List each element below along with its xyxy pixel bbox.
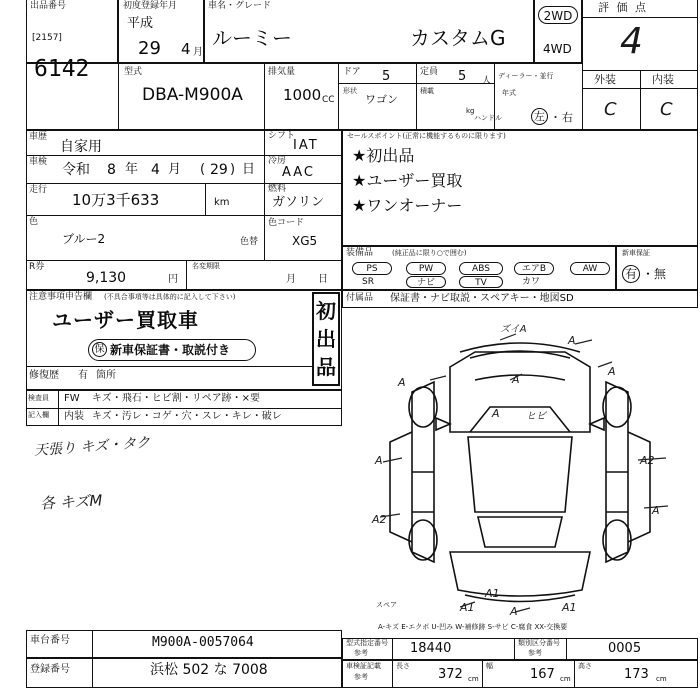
equip-aw: AW bbox=[570, 262, 610, 275]
drive-4wd: 4WD bbox=[543, 42, 572, 56]
rating-divider-4 bbox=[582, 88, 698, 89]
length-label: 長さ bbox=[396, 662, 410, 670]
notes-label: 注意事項申告欄 bbox=[29, 292, 93, 302]
interior-label: 内装 bbox=[652, 73, 674, 86]
insp-day-unit: 日 bbox=[242, 162, 256, 177]
equip-navi: ナビ bbox=[406, 276, 446, 288]
shift-label: シフト bbox=[268, 131, 296, 141]
shape-label: 形状 bbox=[343, 87, 357, 95]
spec-div-2 bbox=[264, 63, 265, 130]
height-label: 高さ bbox=[578, 662, 592, 670]
repair-label: 修復歴 bbox=[29, 370, 59, 381]
insp-month-unit: 月 bbox=[168, 162, 182, 177]
footer-div-2 bbox=[514, 638, 515, 660]
handle-left-option: 左 bbox=[531, 108, 548, 125]
handle-sep: ・ bbox=[550, 111, 561, 124]
load-label: 積載 bbox=[420, 87, 434, 95]
chassis-number: M900A-0057064 bbox=[152, 635, 254, 650]
equipment-note: (純正品に限り○で囲む) bbox=[392, 249, 467, 257]
type-no-label: 型式指定番号 bbox=[346, 639, 388, 647]
color-code: XG5 bbox=[292, 234, 318, 248]
usage-label: 車歴 bbox=[29, 132, 48, 142]
mileage-label: 走行 bbox=[29, 185, 48, 195]
shift-value: IAT bbox=[293, 138, 319, 153]
selling-points-title: セールスポイント(正常に機能するものに限ります) bbox=[347, 132, 506, 140]
ext-label: FW bbox=[64, 393, 80, 404]
handle-label: ハンドル bbox=[474, 114, 502, 122]
model-code: DBA-M900A bbox=[142, 85, 243, 105]
insp-day: 29 bbox=[210, 162, 228, 178]
notes-main: ユーザー買取車 bbox=[52, 308, 199, 332]
insp-year: 8 bbox=[107, 162, 116, 178]
length-value: 372 bbox=[438, 667, 463, 682]
load-unit: kg bbox=[466, 107, 475, 115]
reg-year: 29 bbox=[138, 38, 161, 59]
year-type-label: 年式 bbox=[502, 89, 516, 97]
rating-divider bbox=[582, 17, 698, 18]
color-value: ブルー2 bbox=[62, 232, 106, 246]
name-change-month: 月 bbox=[286, 274, 296, 285]
yen-unit: 円 bbox=[168, 274, 178, 285]
class-no-label: 類別区分番号 bbox=[518, 639, 560, 647]
insp-month: 4 bbox=[151, 162, 160, 178]
mark-14: A1 bbox=[562, 601, 577, 614]
lot-code: [2157] bbox=[32, 33, 62, 43]
type-no: 18440 bbox=[410, 641, 452, 656]
equip-ps: PS bbox=[352, 262, 392, 275]
chassis-label: 車台番号 bbox=[30, 635, 70, 646]
usage-row-2 bbox=[26, 183, 342, 184]
doors: 5 bbox=[382, 69, 391, 84]
spec-div-6 bbox=[416, 83, 417, 130]
mark-3: A bbox=[398, 376, 406, 389]
selling-point-2: ★ユーザー買取 bbox=[352, 171, 463, 190]
shape: ワゴン bbox=[365, 93, 398, 106]
warranty-icon: 保 bbox=[92, 342, 107, 357]
equip-leather: カワ bbox=[522, 277, 541, 287]
usage-value: 自家用 bbox=[60, 139, 102, 155]
recycle-value: 9,130 bbox=[86, 270, 127, 286]
dealer-label: ディーラー・並行 bbox=[498, 72, 554, 80]
spec-div-3 bbox=[338, 63, 339, 130]
model-grade-label: 車名・グレード bbox=[208, 1, 272, 11]
exhibit-no-label: 出品番号 bbox=[30, 1, 67, 11]
mark-12: A bbox=[510, 605, 518, 618]
selling-point-1: ★初出品 bbox=[352, 146, 415, 165]
reg-label: 登録番号 bbox=[30, 664, 70, 675]
first-reg-label: 初度登録年月 bbox=[123, 1, 178, 11]
doors-label: ドア bbox=[343, 67, 361, 77]
width-value: 167 bbox=[530, 667, 555, 682]
spec-div-4 bbox=[416, 63, 417, 83]
mark-1: ズイA bbox=[500, 324, 527, 335]
notes-badge: 新車保証書・取説付き bbox=[110, 343, 231, 357]
displacement-label: 排気量 bbox=[268, 67, 296, 77]
insp-year-unit: 年 bbox=[125, 162, 139, 177]
cert-sub: 参考 bbox=[354, 673, 368, 681]
mark-6: A bbox=[492, 407, 500, 420]
mark-5: A bbox=[608, 365, 616, 378]
first-listing-text: 初出品 bbox=[316, 299, 336, 379]
car-name: ルーミー bbox=[212, 26, 292, 50]
inspector-label-1: 検査員 bbox=[28, 394, 49, 402]
equip-pw: PW bbox=[406, 262, 446, 275]
footer-div-3 bbox=[566, 638, 567, 660]
repair-suffix: 箇所 bbox=[96, 370, 116, 381]
width-label: 幅 bbox=[486, 662, 493, 670]
mileage-unit-div bbox=[205, 183, 206, 215]
inspector-label-2: 記入欄 bbox=[28, 411, 49, 419]
footer-div-5 bbox=[574, 660, 575, 688]
fuel-label: 燃料 bbox=[268, 184, 287, 194]
accessories-label: 付属品 bbox=[346, 293, 374, 303]
warranty-no: ・無 bbox=[642, 267, 667, 281]
displacement: 1000 bbox=[283, 86, 322, 104]
color-code-label: 色コード bbox=[268, 218, 305, 228]
usage-row-4 bbox=[26, 260, 342, 261]
type-no-sub: 参考 bbox=[354, 649, 368, 657]
recycle-div bbox=[186, 260, 187, 290]
mileage-value: 10万3千633 bbox=[72, 191, 160, 209]
cc-unit: CC bbox=[322, 95, 335, 105]
car-damage-diagram bbox=[350, 312, 695, 624]
grade: カスタムG bbox=[410, 26, 506, 50]
usage-row-3 bbox=[26, 215, 342, 216]
model-code-label: 型式 bbox=[124, 67, 143, 77]
equip-sr: SR bbox=[362, 277, 374, 287]
capacity-unit: 人 bbox=[482, 76, 492, 86]
reg-month-unit: 月 bbox=[193, 47, 203, 58]
row2-top bbox=[26, 63, 582, 64]
color-change-label: 色替 bbox=[240, 237, 259, 247]
ext-items: キズ・飛石・ヒビ割・リペア跡・×要 bbox=[92, 393, 260, 404]
mark-4: A bbox=[512, 373, 520, 386]
reg-month: 4 bbox=[181, 40, 191, 58]
repair-value: 有 bbox=[78, 370, 88, 381]
equip-abs: ABS bbox=[459, 262, 503, 275]
mark-7: A bbox=[375, 454, 383, 467]
insp-era: 令和 bbox=[62, 162, 90, 178]
class-no: 0005 bbox=[608, 641, 642, 656]
int-items: キズ・汚レ・コゲ・穴・スレ・キレ・破レ bbox=[92, 411, 282, 422]
mark-hibi: ヒビ bbox=[526, 411, 546, 422]
inspector-row-div bbox=[26, 408, 342, 409]
color-label: 色 bbox=[29, 217, 39, 227]
capacity-label: 定員 bbox=[420, 67, 439, 77]
repair-row-top bbox=[26, 366, 312, 367]
handwritten-note-1: 天張り キズ・タク bbox=[33, 434, 151, 460]
mark-9: A2 bbox=[372, 513, 387, 526]
reg-era: 平成 bbox=[127, 16, 154, 31]
height-value: 173 bbox=[624, 667, 649, 682]
class-no-sub: 参考 bbox=[528, 649, 542, 657]
warranty-yes: 有 bbox=[622, 265, 640, 283]
fuel-value: ガソリン bbox=[272, 195, 325, 210]
name-change-label: 名変期限 bbox=[192, 262, 220, 270]
ac-value: AAC bbox=[282, 165, 315, 180]
name-change-day: 日 bbox=[318, 274, 328, 285]
capacity: 5 bbox=[458, 69, 467, 84]
usage-row-1 bbox=[26, 155, 342, 156]
footer-div-4 bbox=[482, 660, 483, 688]
spec-div-1 bbox=[118, 63, 119, 130]
overall-score: 4 bbox=[620, 21, 643, 62]
equip-tv: TV bbox=[459, 276, 503, 288]
notes-sub: (不具合事項等は具体的に記入して下さい) bbox=[104, 293, 236, 301]
recycle-label: R券 bbox=[29, 262, 45, 272]
handle-right-option: 右 bbox=[562, 111, 573, 124]
handwritten-note-2: 各 キズM bbox=[39, 491, 103, 513]
interior-grade: C bbox=[660, 99, 673, 120]
equipment-label: 装備品 bbox=[346, 248, 374, 258]
ac-label: 冷房 bbox=[268, 156, 287, 166]
accessories-value: 保証書・ナビ取説・スペアキー・地図SD bbox=[390, 293, 574, 304]
rating-label: 評 価 点 bbox=[598, 1, 648, 14]
length-unit: cm bbox=[468, 675, 479, 683]
mark-13: A1 bbox=[485, 587, 500, 600]
height-unit: cm bbox=[656, 675, 667, 683]
int-label: 内装 bbox=[64, 411, 84, 422]
equip-airbag: エアB bbox=[514, 262, 554, 275]
warranty-label: 新車保証 bbox=[622, 249, 650, 257]
auction-sheet: 出品番号 [2157] 6142 初度登録年月 平成 29 4 月 車名・グレード ルーミー カスタムG 2WD 4WD 評 価 点 4 外装 内装 C C 型式 DBA-M900A 排気量 1000 CC ドア 5 定員 5 人 ディーラー・並行 年式 形状 ワゴン 積載 kg ハンドル 左 ・ 右 車歴 自家用 シフト IAT 車検 令和 8 年 4 月 ( 29 ) 日 冷房 AAC 走行 10万3千633 km 燃料 ガソリン 色 ブルー2 色替 色コード XG5 R券 9,130 円 名変期限 月 日 セールスポイント(正常に機能するものに限ります) ★初出品 ★ユーザー買取 ★ワンオーナー 装備品 (純正品に限り○で囲む) PS PW ABS エアB AW SR ナビ TV カワ 新車保証 有 ・無 付属品 保証書・ナビ取説・スペアキー・地図SD 注意事項申告欄 (不具合事項等は具体的に記入して下さい) ユーザー買取車 保 新車保証書・取説付き 初出品 修復歴 有 箇所 検査員 記入欄 FW キズ・飛石・ヒビ割・リペア跡・×要 内装 キズ・汚レ・コゲ・穴・スレ・キレ・破レ 天張り キズ・タク 各 キズM ズイA A A A A A ヒビ A A2 A2 A A1 A A1 A1 スペア A-キズ E-エクボ U-凹み W-補修跡 S-サビ C-腐食 XX-交換要 車台番号 M900A-0057064 登録番号 浜松 502 な 7008 型式指定番号 参考 18440 類別区分番号 参考 0005 車検証記載 参考 長さ 372 cm 幅 167 cm 高さ 173 cm bbox=[0, 0, 700, 700]
cert-label: 車検証記載 bbox=[346, 662, 381, 670]
rating-divider-3 bbox=[640, 70, 641, 130]
damage-legend: A-キズ E-エクボ U-凹み W-補修跡 S-サビ C-腐食 XX-交換要 bbox=[378, 623, 568, 631]
usage-div bbox=[264, 130, 265, 260]
drive-2wd-circled: 2WD bbox=[538, 6, 578, 24]
km-unit: km bbox=[214, 197, 230, 208]
selling-point-3: ★ワンオーナー bbox=[352, 196, 463, 215]
width-unit: cm bbox=[560, 675, 571, 683]
inspection-label: 車検 bbox=[29, 157, 48, 167]
mark-10: A bbox=[652, 504, 660, 517]
reg-number: 浜松 502 な 7008 bbox=[150, 662, 268, 678]
mark-11: A1 bbox=[460, 601, 475, 614]
exterior-label: 外装 bbox=[594, 73, 616, 86]
spare-label: スペア bbox=[376, 601, 397, 609]
mark-2: A bbox=[568, 334, 576, 347]
exterior-grade: C bbox=[604, 99, 617, 120]
mark-8: A2 bbox=[640, 454, 655, 467]
exhibit-number: 6142 bbox=[34, 56, 90, 82]
